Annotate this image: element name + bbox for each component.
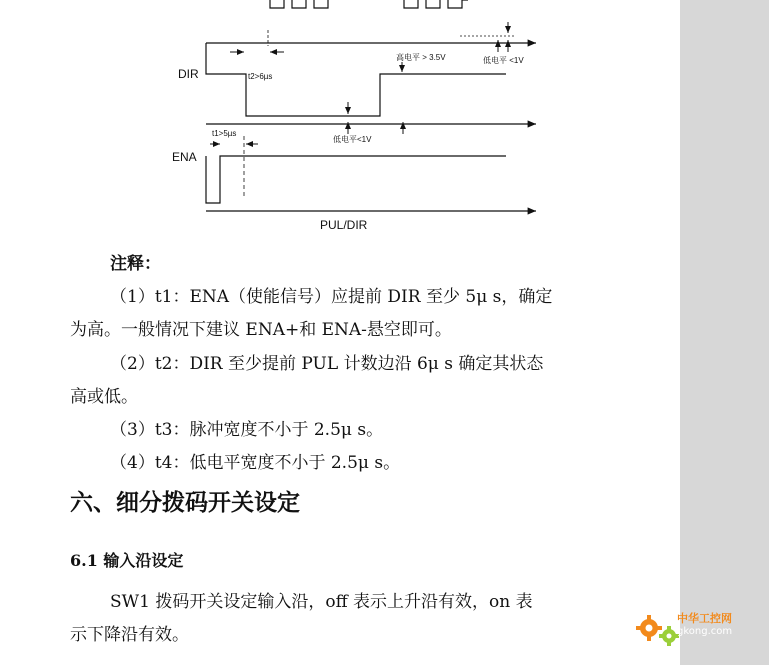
paragraph-line-2: 示下降沿有效。 bbox=[70, 625, 189, 645]
note-1-line-1: （1）t1：ENA（使能信号）应提前 DIR 至少 5μ s，确定 bbox=[110, 287, 553, 307]
note-3: （3）t3：脉冲宽度不小于 2.5μ s。 bbox=[110, 420, 384, 440]
ena-label: ENA bbox=[172, 150, 197, 164]
viewer-side-panel bbox=[680, 0, 769, 665]
watermark-logo bbox=[633, 606, 763, 656]
low-level-label: 低电平<1V bbox=[333, 135, 372, 144]
section-heading: 六、细分拨码开关设定 bbox=[70, 489, 300, 516]
high-level-label: 高电平 > 3.5V bbox=[396, 53, 446, 62]
paragraph-line-1: SW1 拨码开关设定输入沿，off 表示上升沿有效，on 表 bbox=[110, 592, 533, 612]
note-2-line-1: （2）t2：DIR 至少提前 PUL 计数边沿 6μ s 确定其状态 bbox=[110, 354, 544, 374]
subsection-heading: 6.1 输入沿设定 bbox=[70, 551, 184, 570]
low-level-label-top: 低电平 <1V bbox=[483, 56, 524, 65]
dir-label: DIR bbox=[178, 67, 199, 81]
note-1-line-2: 为高。一般情况下建议 ENA+和 ENA-悬空即可。 bbox=[70, 320, 452, 340]
note-4: （4）t4：低电平宽度不小于 2.5μ s。 bbox=[110, 453, 401, 473]
t2-label: t2>6µs bbox=[248, 72, 273, 81]
watermark-url: gkong.com bbox=[677, 626, 733, 637]
notes-heading: 注释： bbox=[110, 254, 161, 274]
note-2-line-2: 高或低。 bbox=[70, 387, 138, 407]
t1-label: t1>5µs bbox=[212, 129, 237, 138]
pul-waveform bbox=[270, 0, 468, 8]
ena-waveform bbox=[206, 156, 506, 203]
watermark-title: 中华工控网 bbox=[677, 612, 732, 625]
timing-diagram bbox=[170, 0, 550, 240]
x-axis-label: PUL/DIR bbox=[320, 218, 368, 232]
